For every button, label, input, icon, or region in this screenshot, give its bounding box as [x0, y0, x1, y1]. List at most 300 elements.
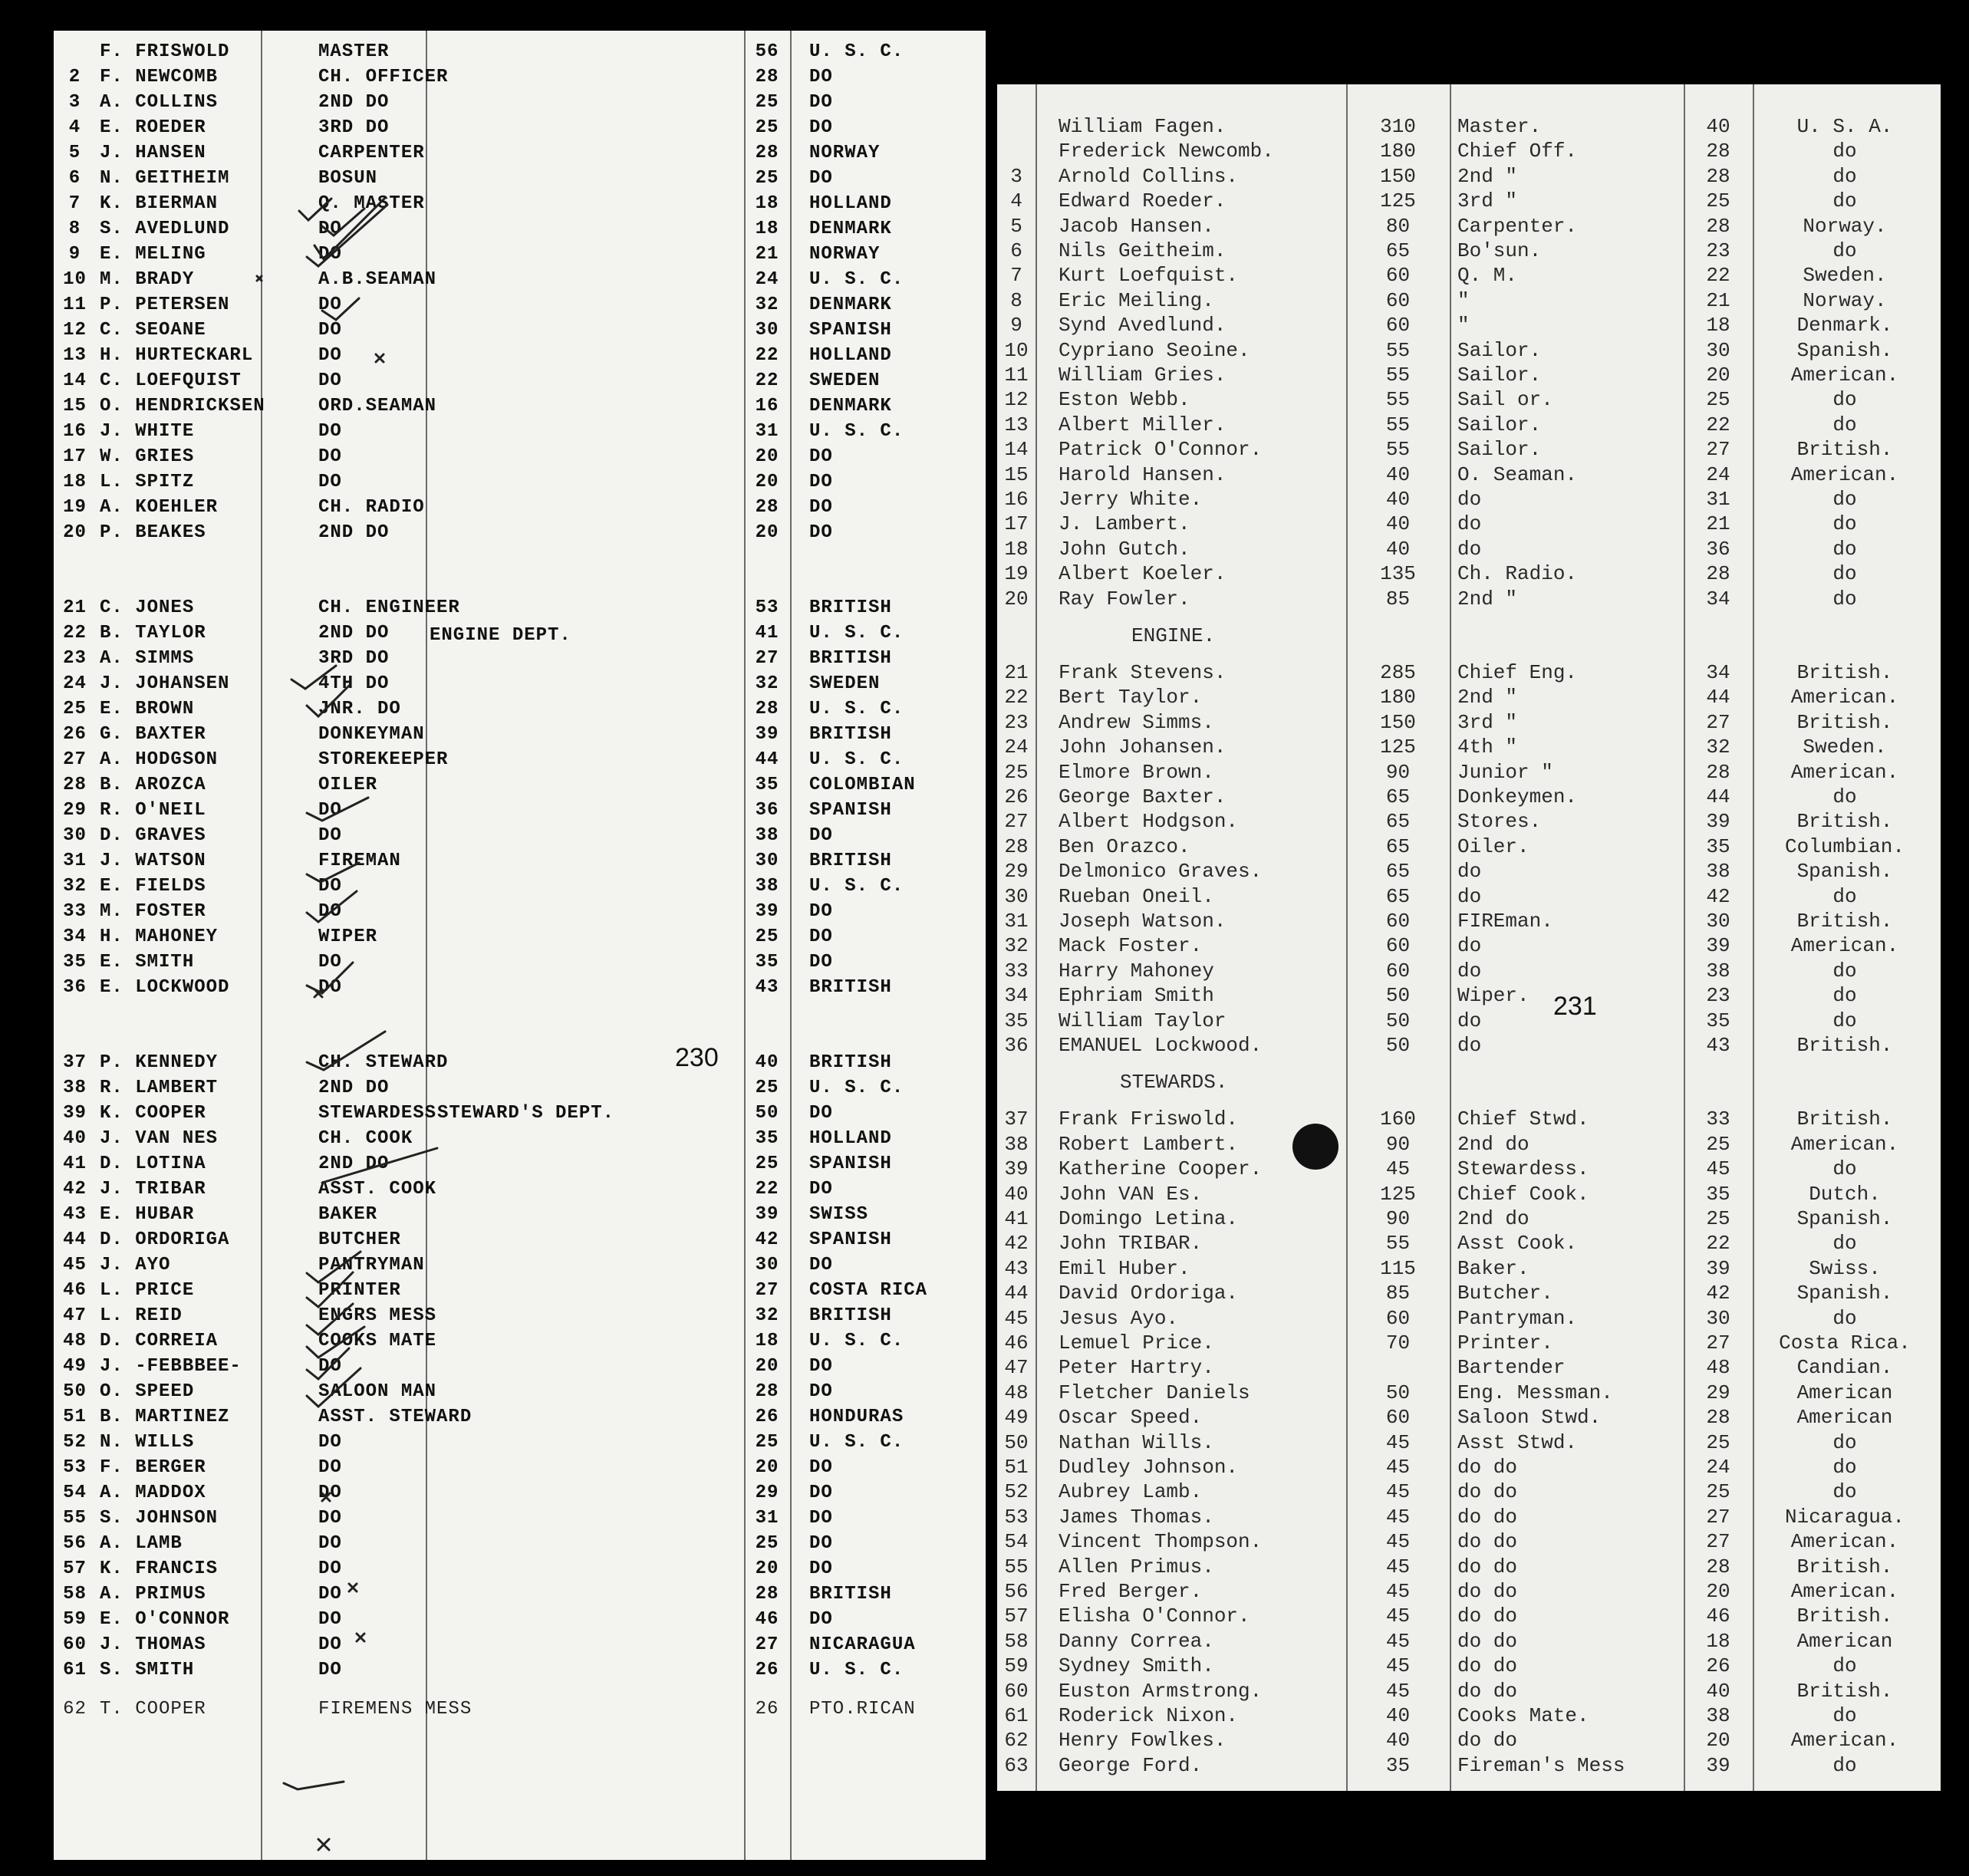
crew-nat: do [1832, 562, 1857, 586]
crew-age: 27 [1706, 1530, 1730, 1554]
crew-no: 8 [1010, 288, 1022, 312]
crew-row [997, 215, 1941, 240]
crew-no: 63 [1004, 1753, 1029, 1777]
crew-no: 31 [63, 851, 87, 871]
crew-rating: Bartender [1457, 1356, 1566, 1380]
crew-row [997, 736, 1941, 761]
crew-wage: 125 [1380, 736, 1416, 759]
crew-age: 27 [1706, 1505, 1730, 1529]
crew-row [54, 825, 986, 851]
crew-nat: COLOMBIAN [809, 775, 916, 795]
crew-no: 4 [1010, 189, 1022, 213]
crew-row [997, 538, 1941, 563]
crew-row [997, 1729, 1941, 1754]
crew-row [997, 934, 1941, 959]
crew-age: 35 [755, 952, 779, 973]
crew-nat: U. S. C. [809, 269, 904, 290]
crew-rating: Q. MASTER [318, 193, 425, 214]
crew-age: 26 [1706, 1654, 1730, 1678]
crew-row [54, 41, 986, 67]
crew-rating: do [1457, 512, 1482, 536]
crew-no: 42 [1004, 1232, 1029, 1256]
crew-row [54, 1533, 986, 1558]
crew-no: 22 [1004, 686, 1029, 709]
crew-rating: DO [318, 421, 342, 442]
crew-no: 16 [1004, 488, 1029, 511]
crew-row [54, 1508, 986, 1533]
crew-rating: " [1457, 288, 1470, 312]
crew-age: 39 [1706, 1256, 1730, 1280]
crew-rating: 3RD DO [318, 648, 390, 669]
crew-row [997, 413, 1941, 439]
crew-age: 22 [1706, 413, 1730, 436]
crew-rating: COOKS MATE [318, 1331, 437, 1351]
crew-no: 40 [1004, 1182, 1029, 1206]
crew-row [997, 686, 1941, 711]
crew-row [997, 1107, 1941, 1133]
crew-age: 22 [755, 370, 779, 391]
crew-row [997, 1009, 1941, 1035]
crew-age: 36 [1706, 537, 1730, 561]
crew-nat: American. [1790, 760, 1899, 784]
crew-row [997, 512, 1941, 538]
crew-name: Danny Correa. [1059, 1629, 1214, 1653]
crew-nat: do [1832, 959, 1857, 982]
crew-rating: Wiper. [1457, 984, 1529, 1008]
crew-no: 37 [1004, 1107, 1029, 1131]
crew-nat: British. [1796, 1604, 1893, 1628]
crew-row [54, 926, 986, 952]
crew-row [997, 140, 1941, 165]
crew-rating: O. Seaman. [1457, 462, 1578, 486]
crew-age: 36 [755, 800, 779, 821]
crew-name: Synd Avedlund. [1059, 314, 1227, 337]
crew-nat: Norway. [1803, 214, 1887, 238]
crew-no: 54 [63, 1483, 87, 1503]
crew-wage: 45 [1385, 1505, 1411, 1529]
crew-age: 39 [755, 1204, 779, 1225]
crew-row [997, 587, 1941, 613]
crew-no: 50 [63, 1381, 87, 1402]
crew-nat: do [1832, 984, 1857, 1008]
crew-row [54, 648, 986, 673]
crew-name: Mack Foster. [1059, 934, 1203, 958]
crew-no: 37 [63, 1052, 87, 1073]
crew-rating: Eng. Messman. [1457, 1381, 1613, 1404]
crew-row [997, 1456, 1941, 1481]
crew-wage: 50 [1385, 1381, 1411, 1404]
crew-no: 20 [1004, 587, 1029, 611]
crew-name: K. FRANCIS [100, 1558, 219, 1579]
crew-age: 35 [755, 775, 779, 795]
crew-nat: Norway. [1803, 288, 1887, 312]
crew-age: 48 [1706, 1356, 1730, 1380]
crew-age: 20 [755, 472, 779, 492]
crew-nat: HOLLAND [809, 345, 892, 366]
crew-wage: 55 [1385, 1232, 1411, 1256]
crew-wage: 65 [1385, 834, 1411, 858]
crew-name: B. TAYLOR [100, 623, 206, 643]
crew-age: 34 [1706, 587, 1730, 611]
crew-rating: DO [318, 1533, 342, 1554]
crew-name: J. HANSEN [100, 143, 206, 163]
crew-name: Harold Hansen. [1059, 462, 1227, 486]
crew-no: 57 [1004, 1604, 1029, 1628]
crew-name: O. SPEED [100, 1381, 195, 1402]
crew-name: P. PETERSEN [100, 295, 230, 315]
crew-rating: do do [1457, 1505, 1518, 1529]
crew-nat: British. [1796, 1107, 1893, 1131]
crew-name: H. HURTECKARL [100, 345, 254, 366]
crew-name: Lemuel Price. [1059, 1331, 1214, 1354]
crew-rating: Baker. [1457, 1256, 1529, 1280]
crew-nat: SPANISH [809, 1229, 892, 1250]
crew-age: 25 [1706, 1132, 1730, 1156]
crew-nat: SPANISH [809, 1154, 892, 1174]
crew-rating: BAKER [318, 1204, 378, 1225]
crew-rating: Q. M. [1457, 264, 1518, 288]
crew-row [54, 1356, 986, 1381]
crew-name: Aubrey Lamb. [1059, 1480, 1203, 1504]
crew-no: 10 [1004, 338, 1029, 362]
crew-age: 28 [755, 699, 779, 719]
crew-no: 62 [1004, 1729, 1029, 1753]
crew-name: A. KOEHLER [100, 497, 219, 518]
crew-no: 34 [1004, 984, 1029, 1008]
crew-age: 41 [755, 623, 779, 643]
crew-rating: DO [318, 219, 342, 239]
crew-nat: Sweden. [1803, 736, 1887, 759]
crew-nat: DO [809, 1255, 833, 1275]
crew-name: Peter Hartry. [1059, 1356, 1214, 1380]
crew-row [997, 1680, 1941, 1705]
crew-row [54, 497, 986, 522]
crew-no: 61 [1004, 1704, 1029, 1727]
crew-wage: 45 [1385, 1629, 1411, 1653]
crew-nat: do [1832, 884, 1857, 908]
crew-name: E. O'CONNOR [100, 1609, 230, 1630]
crew-name: Ephriam Smith [1059, 984, 1214, 1008]
crew-no: 8 [68, 219, 81, 239]
crew-no: 27 [63, 749, 87, 770]
crew-nat: do [1832, 488, 1857, 511]
crew-name: John Gutch. [1059, 537, 1190, 561]
crew-nat: DO [809, 446, 833, 467]
crew-age: 18 [755, 219, 779, 239]
crew-no: 41 [1004, 1207, 1029, 1230]
crew-name: J. WHITE [100, 421, 195, 442]
crew-rating: 2ND DO [318, 92, 390, 113]
crew-age: 25 [755, 1432, 779, 1453]
crew-no: 51 [63, 1407, 87, 1427]
crew-no: 2 [68, 67, 81, 87]
crew-name: K. BIERMAN [100, 193, 219, 214]
crew-wage: 310 [1380, 115, 1416, 138]
crew-rating: JNR. DO [318, 699, 401, 719]
crew-name: A. LAMB [100, 1533, 183, 1554]
crew-no: 17 [1004, 512, 1029, 536]
crew-age: 18 [755, 1331, 779, 1351]
crew-wage: 90 [1385, 1207, 1411, 1230]
crew-nat: DO [809, 168, 833, 189]
crew-no: 45 [63, 1255, 87, 1275]
crew-no: 11 [1004, 364, 1029, 387]
crew-age: 42 [755, 1229, 779, 1250]
crew-nat: U. S. A. [1796, 115, 1893, 138]
crew-name: F. BERGER [100, 1457, 206, 1478]
crew-name: Albert Miller. [1059, 413, 1227, 436]
crew-rating: 3rd " [1457, 189, 1518, 213]
crew-rating: Asst Cook. [1457, 1232, 1578, 1256]
crew-age: 39 [1706, 810, 1730, 834]
crew-nat: DO [809, 901, 833, 922]
crew-age: 28 [1706, 214, 1730, 238]
crew-name: N. WILLS [100, 1432, 195, 1453]
crew-no: 60 [63, 1634, 87, 1655]
crew-nat: BRITISH [809, 648, 892, 669]
crew-no: 56 [1004, 1580, 1029, 1603]
crew-age: 29 [1706, 1381, 1730, 1404]
crew-wage: 45 [1385, 1654, 1411, 1678]
crew-age: 39 [755, 724, 779, 745]
crew-wage: 55 [1385, 338, 1411, 362]
crew-nat: DO [809, 952, 833, 973]
crew-wage: 60 [1385, 264, 1411, 288]
crew-rating: BUTCHER [318, 1229, 401, 1250]
crew-rating: ORD.SEAMAN [318, 396, 437, 416]
crew-row [997, 1307, 1941, 1332]
crew-rating: Printer. [1457, 1331, 1553, 1354]
crew-no: 15 [1004, 462, 1029, 486]
crew-nat: DO [809, 1558, 833, 1579]
crew-age: 25 [755, 1533, 779, 1554]
crew-nat: DO [809, 1508, 833, 1529]
crew-age: 22 [755, 345, 779, 366]
crew-nat: American [1796, 1381, 1893, 1404]
crew-name: C. SEOANE [100, 320, 206, 341]
crew-name: Fletcher Daniels [1059, 1381, 1250, 1404]
crew-row [997, 364, 1941, 389]
crew-age: 20 [1706, 1580, 1730, 1603]
crew-name: Henry Fowlkes. [1059, 1729, 1227, 1753]
crew-nat: American. [1790, 1132, 1899, 1156]
crew-rating: do do [1457, 1530, 1518, 1554]
crew-nat: BRITISH [809, 1052, 892, 1073]
crew-name: J. TRIBAR [100, 1179, 206, 1200]
crew-nat: DO [809, 1609, 833, 1630]
crew-name: R. O'NEIL [100, 800, 206, 821]
crew-rating: do [1457, 934, 1482, 958]
crew-rating: DO [318, 446, 342, 467]
crew-nat: U. S. C. [809, 876, 904, 897]
crew-rating: Chief Stwd. [1457, 1107, 1589, 1131]
crew-row [997, 810, 1941, 835]
crew-nat: SWEDEN [809, 673, 881, 694]
crew-row [997, 661, 1941, 686]
crew-rating: CARPENTER [318, 143, 425, 163]
crew-name: Delmonico Graves. [1059, 860, 1263, 884]
crew-nat: Candian. [1796, 1356, 1893, 1380]
crew-name: Andrew Simms. [1059, 710, 1214, 734]
crew-name: Albert Koeler. [1059, 562, 1227, 586]
crew-wage: 60 [1385, 934, 1411, 958]
crew-rating: Sailor. [1457, 364, 1542, 387]
crew-rating: Junior " [1457, 760, 1553, 784]
crew-name: F. NEWCOMB [100, 67, 219, 87]
crew-name: Cypriano Seoine. [1059, 338, 1250, 362]
crew-row [997, 1331, 1941, 1357]
crew-rating: DO [318, 977, 342, 998]
crew-age: 21 [755, 244, 779, 265]
crew-no: 16 [63, 421, 87, 442]
crew-name: John TRIBAR. [1059, 1232, 1203, 1256]
crew-rating: STEWARDESS [318, 1103, 437, 1124]
crew-rating: " [1457, 314, 1470, 337]
crew-row [54, 67, 986, 92]
crew-wage: 65 [1385, 884, 1411, 908]
crew-name: Euston Armstrong. [1059, 1679, 1263, 1703]
crew-nat: Swiss. [1809, 1256, 1881, 1280]
crew-nat: do [1832, 388, 1857, 412]
crew-row [997, 835, 1941, 861]
crew-rating: 4th " [1457, 736, 1518, 759]
crew-name: John VAN Es. [1059, 1182, 1203, 1206]
crew-no: 48 [1004, 1381, 1029, 1404]
crew-nat: Sweden. [1803, 264, 1887, 288]
crew-age: 20 [1706, 1729, 1730, 1753]
crew-row [54, 724, 986, 749]
crew-row [54, 421, 986, 446]
crew-age: 35 [1706, 834, 1730, 858]
crew-name: Sydney Smith. [1059, 1654, 1214, 1678]
crew-rating: do do [1457, 1480, 1518, 1504]
crew-row [997, 189, 1941, 215]
crew-age: 29 [755, 1483, 779, 1503]
crew-rating: Donkeymen. [1457, 785, 1578, 808]
crew-rating: ENGRS MESS [318, 1305, 437, 1326]
crew-row [54, 1255, 986, 1280]
crew-age: 25 [1706, 1480, 1730, 1504]
crew-row [997, 1157, 1941, 1183]
crew-row [997, 314, 1941, 339]
crew-no: 21 [63, 597, 87, 618]
crew-nat: American. [1790, 462, 1899, 486]
crew-name: Fred Berger. [1059, 1580, 1203, 1603]
crew-rating: PRINTER [318, 1280, 401, 1301]
crew-no: 23 [1004, 710, 1029, 734]
crew-age: 39 [755, 901, 779, 922]
crew-rating: Chief Eng. [1457, 661, 1578, 684]
crew-age: 20 [1706, 364, 1730, 387]
crew-name: Kurt Loefquist. [1059, 264, 1239, 288]
crew-rating: DO [318, 295, 342, 315]
crew-age: 32 [755, 295, 779, 315]
crew-name: R. LAMBERT [100, 1078, 219, 1098]
crew-row [997, 165, 1941, 190]
crew-nat: American. [1790, 364, 1899, 387]
crew-row [997, 388, 1941, 413]
crew-wage: 55 [1385, 413, 1411, 436]
crew-no: 12 [1004, 388, 1029, 412]
crew-age: 39 [1706, 934, 1730, 958]
crew-name: J. -FEBBBEE- [100, 1356, 242, 1377]
crew-no: 53 [1004, 1505, 1029, 1529]
crew-name: Frank Stevens. [1059, 661, 1227, 684]
crew-nat: DO [809, 472, 833, 492]
crew-nat: American [1796, 1629, 1893, 1653]
crew-name: Jerry White. [1059, 488, 1203, 511]
crew-no: 26 [1004, 785, 1029, 808]
crew-nat: British. [1796, 1679, 1893, 1703]
crew-row [997, 785, 1941, 811]
crew-name: Edward Roeder. [1059, 189, 1227, 213]
crew-nat: do [1832, 1480, 1857, 1504]
crew-no: 21 [1004, 661, 1029, 684]
crew-rating: DO [318, 1508, 342, 1529]
crew-rating: 2ND DO [318, 1078, 390, 1098]
crew-age: 18 [1706, 1629, 1730, 1653]
crew-row [997, 1133, 1941, 1158]
crew-rating: 2ND DO [318, 1154, 390, 1174]
crew-row [997, 1530, 1941, 1555]
crew-row [997, 1034, 1941, 1059]
crew-wage: 45 [1385, 1679, 1411, 1703]
crew-name: E. BROWN [100, 699, 195, 719]
crew-row [54, 345, 986, 370]
crew-name: Frank Friswold. [1059, 1107, 1239, 1131]
crew-no: 7 [1010, 264, 1022, 288]
crew-age: 38 [1706, 959, 1730, 982]
crew-name: S. AVEDLUND [100, 219, 230, 239]
crew-age: 42 [1706, 884, 1730, 908]
steward-dept-heading: STEWARD'S DEPT. [437, 1103, 615, 1124]
crew-row [997, 984, 1941, 1009]
crew-rating: DO [318, 952, 342, 973]
crew-no: 22 [63, 623, 87, 643]
crew-rating: Carpenter. [1457, 214, 1578, 238]
crew-rating: Sailor. [1457, 338, 1542, 362]
crew-age: 20 [755, 1558, 779, 1579]
crew-rating: Oiler. [1457, 834, 1529, 858]
crew-age: 50 [755, 1103, 779, 1124]
crew-row [997, 488, 1941, 513]
crew-name: A. MADDOX [100, 1483, 206, 1503]
crew-row [997, 1356, 1941, 1381]
crew-age: 20 [755, 522, 779, 543]
crew-row [54, 597, 986, 623]
crew-age: 28 [1706, 1406, 1730, 1430]
crew-name: L. SPITZ [100, 472, 195, 492]
crew-wage: 40 [1385, 512, 1411, 536]
crew-row [54, 1331, 986, 1356]
crew-nat: American. [1790, 1580, 1899, 1603]
crew-age: 31 [755, 1508, 779, 1529]
crew-no: 9 [68, 244, 81, 265]
crew-rating: DO [318, 825, 342, 846]
crew-wage: 125 [1380, 1182, 1416, 1206]
crew-nat: American. [1790, 1729, 1899, 1753]
crew-name: Joseph Watson. [1059, 910, 1227, 933]
crew-age: 23 [1706, 984, 1730, 1008]
crew-no: 47 [63, 1305, 87, 1326]
crew-age: 27 [755, 1280, 779, 1301]
crew-age: 22 [1706, 1232, 1730, 1256]
crew-no: 36 [63, 977, 87, 998]
crew-age: 35 [1706, 1009, 1730, 1032]
crew-no: 27 [1004, 810, 1029, 834]
crew-row [54, 295, 986, 320]
crew-no: 35 [1004, 1009, 1029, 1032]
